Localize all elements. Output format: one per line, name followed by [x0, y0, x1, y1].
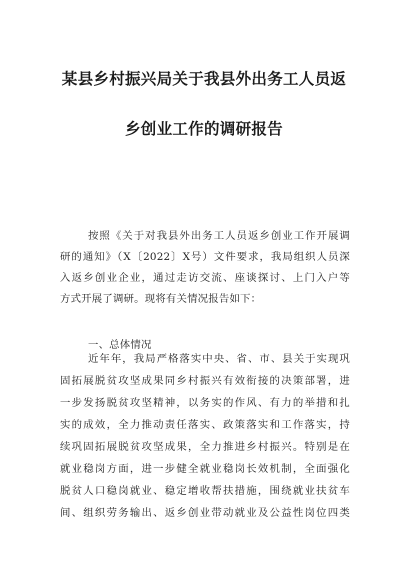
overview-paragraph-line: 间、组织劳务输出、返乡创业带动就业及公益性岗位四类	[60, 507, 350, 519]
intro-paragraph-line: 方式开展了调研。现将有关情况报告如下：	[60, 293, 262, 305]
overview-paragraph-line: 续巩固拓展脱贫攻坚成果，全力推进乡村振兴。特别是在	[60, 441, 350, 453]
section-heading: 一、总体情况	[88, 339, 152, 351]
overview-paragraph-line: 实的成效，全力推动责任落实、政策落实和工作落实，持	[60, 419, 350, 431]
intro-paragraph-line: 按照《关于对我县外出务工人员返乡创业工作开展调	[88, 230, 350, 242]
overview-paragraph-line: 一步发扬脱贫攻坚精神，以务实的作风、有力的举措和扎	[60, 397, 350, 409]
document-title-line-2: 乡创业工作的调研报告	[124, 120, 283, 138]
overview-paragraph-line: 近年年，我局严格落实中央、省、市、县关于实现巩	[88, 353, 350, 365]
overview-paragraph-line: 就业稳岗方面，进一步健全就业稳岗长效机制，全面强化	[60, 463, 350, 475]
intro-paragraph-line: 研的通知》（X〔2022〕X号）文件要求，我局组织人员深	[60, 251, 350, 263]
overview-paragraph-line: 固拓展脱贫攻坚成果同乡村振兴有效衔接的决策部署，进	[60, 375, 350, 387]
document-title-line-1: 某县乡村振兴局关于我县外出务工人员返	[61, 70, 347, 88]
intro-paragraph-line: 入返乡创业企业，通过走访交流、座谈探讨、上门入户等	[60, 272, 350, 284]
overview-paragraph-line: 脱贫人口稳岗就业、稳定增收帮扶措施，围绕就业扶贫车	[60, 485, 350, 497]
